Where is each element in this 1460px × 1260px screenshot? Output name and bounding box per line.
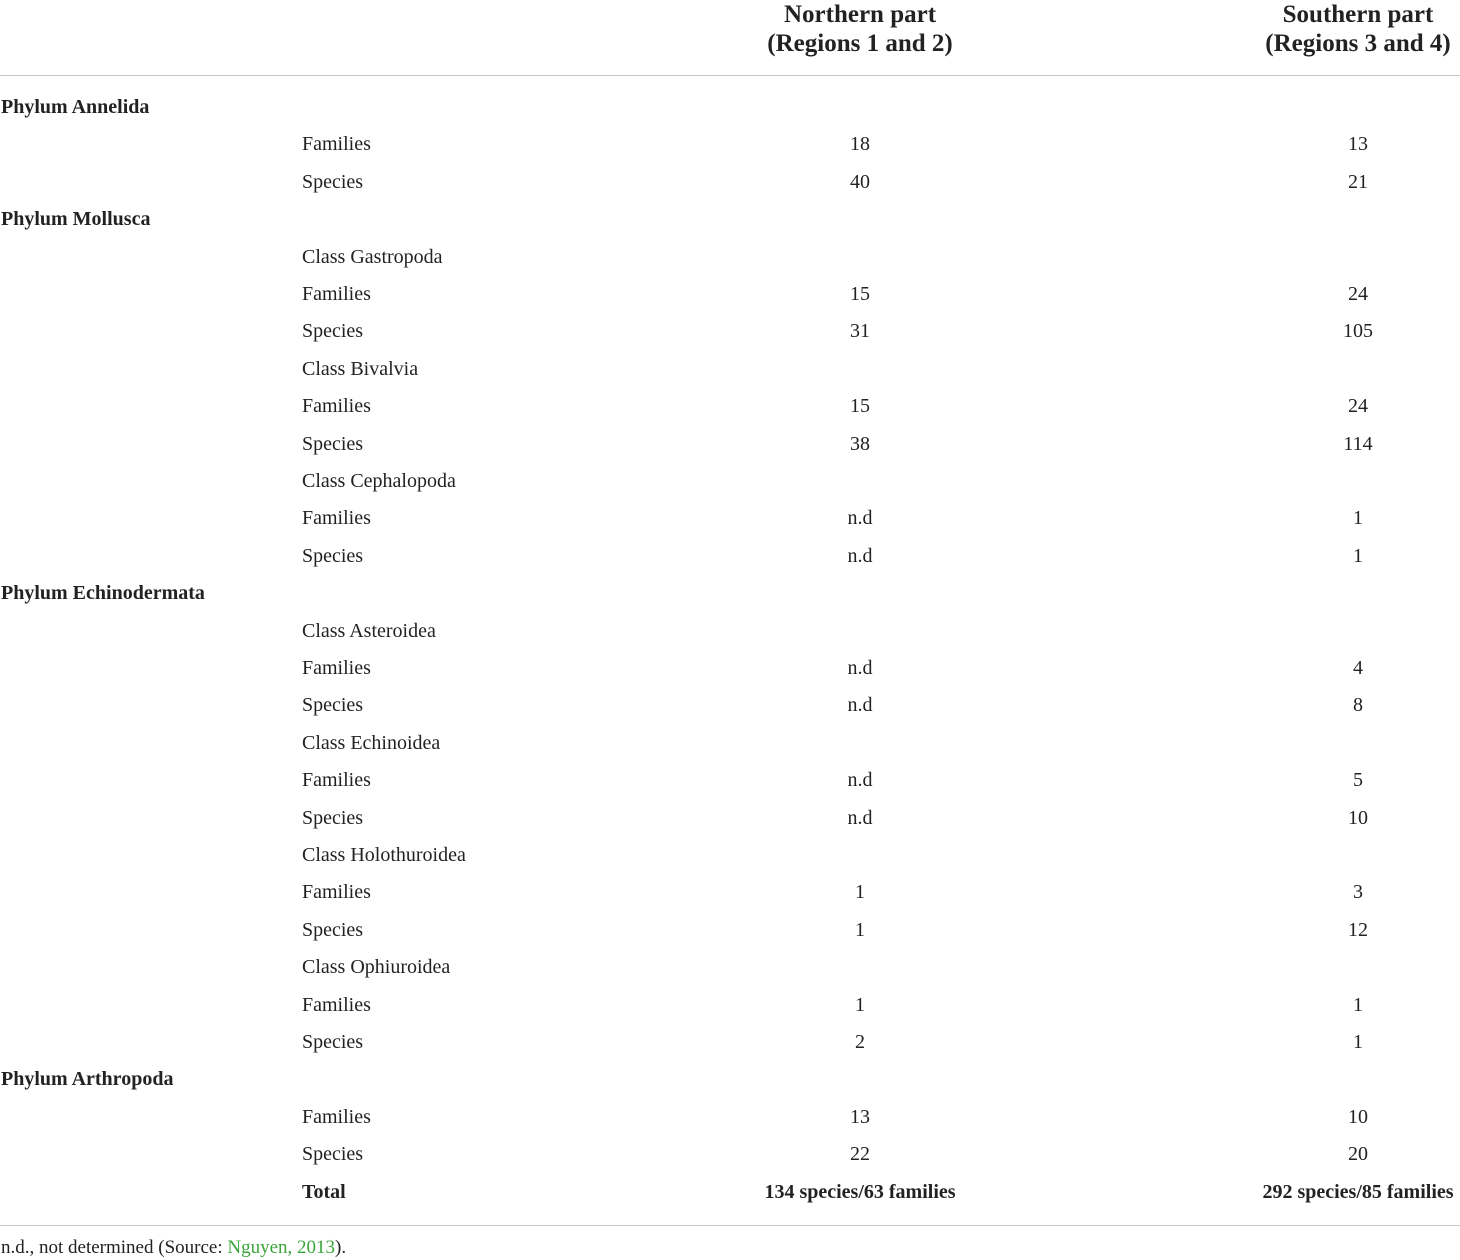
phylum-label: Phylum Annelida — [1, 96, 150, 118]
source-citation-link[interactable]: Nguyen, 2013 — [227, 1237, 336, 1258]
southern-value-cell: 8 — [1353, 694, 1363, 717]
header-divider — [0, 75, 1460, 76]
northern-value-cell: n.d — [847, 544, 873, 567]
column-header-southern-part — [1256, 0, 1460, 58]
row-label: Families — [302, 395, 371, 418]
table-row — [0, 949, 1460, 986]
table-row — [0, 313, 1460, 350]
southern-value-cell: 3 — [1353, 881, 1363, 904]
northern-value-cell: 13 — [850, 1105, 870, 1128]
southern-value-cell: 1 — [1353, 507, 1363, 530]
northern-value-cell: 31 — [850, 320, 870, 343]
table-row — [0, 426, 1460, 463]
southern-value-cell: 1 — [1353, 1031, 1363, 1053]
row-label: Families — [302, 283, 371, 305]
southern-value-cell: 13 — [1348, 133, 1368, 156]
row-label: Class Bivalvia — [302, 357, 419, 380]
column-header-northern-title: Northern part — [783, 1, 937, 28]
table-row — [0, 164, 1460, 201]
table-row — [0, 987, 1460, 1024]
northern-value-cell: 1 — [855, 881, 865, 904]
row-label: Families — [302, 657, 371, 679]
table-row — [0, 500, 1460, 537]
southern-value-cell: 12 — [1348, 918, 1368, 941]
southern-value-cell: 10 — [1348, 1105, 1368, 1128]
southern-value-cell: 292 species/85 families — [1262, 1180, 1454, 1203]
phylum-label: Phylum Arthropoda — [1, 1068, 174, 1091]
southern-value-cell: 10 — [1348, 806, 1368, 829]
southern-value-cell: 21 — [1348, 170, 1368, 193]
table-row — [0, 725, 1460, 762]
northern-value-cell: 134 species/63 families — [764, 1180, 956, 1203]
total-row — [0, 1174, 1460, 1211]
row-label: Species — [302, 544, 364, 567]
phylum-label: Phylum Mollusca — [1, 208, 151, 231]
table-row — [0, 1099, 1460, 1136]
table-row — [0, 1136, 1460, 1173]
row-label: Class Asteroidea — [302, 619, 436, 642]
footnote-text: n.d., not determined (Source: — [1, 1237, 228, 1258]
row-label: Families — [302, 507, 371, 530]
table-row — [0, 239, 1460, 276]
row-label: Species — [302, 170, 364, 193]
table-row — [0, 463, 1460, 500]
northern-value-cell: 1 — [855, 918, 865, 941]
phylum-row — [0, 575, 1460, 612]
table-row — [0, 874, 1460, 911]
row-label: Species — [302, 1031, 364, 1053]
southern-value-cell: 24 — [1348, 283, 1368, 305]
northern-value-cell: n.d — [847, 694, 873, 717]
table-row — [0, 1024, 1460, 1061]
phylum-row — [0, 89, 1460, 126]
table-row — [0, 388, 1460, 425]
phylum-label: Phylum Echinodermata — [1, 582, 205, 605]
northern-value-cell: 40 — [850, 170, 870, 193]
southern-value-cell: 1 — [1353, 993, 1363, 1016]
column-header-southern-regions: (Regions 3 and 4) — [1265, 30, 1451, 57]
northern-value-cell: 15 — [850, 283, 870, 305]
northern-value-cell: 1 — [855, 993, 865, 1016]
southern-value-cell: 4 — [1353, 657, 1363, 679]
table-row — [0, 126, 1460, 163]
row-label: Class Ophiuroidea — [302, 956, 451, 979]
column-header-northern-regions: (Regions 1 and 2) — [767, 30, 953, 57]
northern-value-cell: 18 — [850, 133, 870, 156]
row-label: Class Cephalopoda — [302, 470, 456, 492]
northern-value-cell: 38 — [850, 432, 870, 455]
southern-value-cell: 1 — [1353, 544, 1363, 567]
row-label: Families — [302, 769, 371, 792]
southern-value-cell: 20 — [1348, 1143, 1368, 1166]
row-label: Families — [302, 1105, 371, 1128]
footnote-suffix: ). — [335, 1237, 347, 1258]
northern-value-cell: 15 — [850, 395, 870, 418]
northern-value-cell: 2 — [855, 1031, 865, 1053]
table-bottom-divider — [0, 1225, 1460, 1226]
table-row — [0, 687, 1460, 724]
row-label: Total — [302, 1180, 346, 1203]
table-row — [0, 276, 1460, 313]
northern-value-cell: n.d — [847, 507, 873, 530]
row-label: Families — [302, 993, 371, 1016]
northern-value-cell: n.d — [847, 769, 873, 792]
northern-value-cell: 22 — [850, 1143, 870, 1166]
table-row — [0, 538, 1460, 575]
table-row — [0, 912, 1460, 949]
row-label: Families — [302, 133, 371, 156]
phylum-row — [0, 201, 1460, 238]
table-row — [0, 613, 1460, 650]
row-label: Class Gastropoda — [302, 245, 443, 268]
table-row — [0, 837, 1460, 874]
row-label: Species — [302, 806, 364, 829]
table-row — [0, 650, 1460, 687]
table-row — [0, 762, 1460, 799]
northern-value-cell: n.d — [847, 657, 873, 679]
row-label: Class Echinoidea — [302, 731, 441, 754]
southern-value-cell: 24 — [1348, 395, 1368, 418]
row-label: Species — [302, 918, 364, 941]
southern-value-cell: 114 — [1343, 432, 1373, 455]
row-label: Species — [302, 694, 364, 717]
row-label: Class Holothuroidea — [302, 844, 466, 866]
row-label: Species — [302, 432, 364, 455]
row-label: Species — [302, 1143, 364, 1166]
northern-value-cell: n.d — [847, 806, 873, 829]
row-label: Species — [302, 320, 364, 343]
table-row — [0, 351, 1460, 388]
southern-value-cell: 5 — [1353, 769, 1363, 792]
table-row — [0, 800, 1460, 837]
southern-value-cell: 105 — [1343, 320, 1373, 343]
phylum-row — [0, 1061, 1460, 1098]
row-label: Families — [302, 881, 371, 904]
table-footnote — [1, 1236, 346, 1260]
column-header-southern-title: Southern part — [1282, 1, 1434, 28]
column-header-northern-part — [760, 0, 960, 58]
